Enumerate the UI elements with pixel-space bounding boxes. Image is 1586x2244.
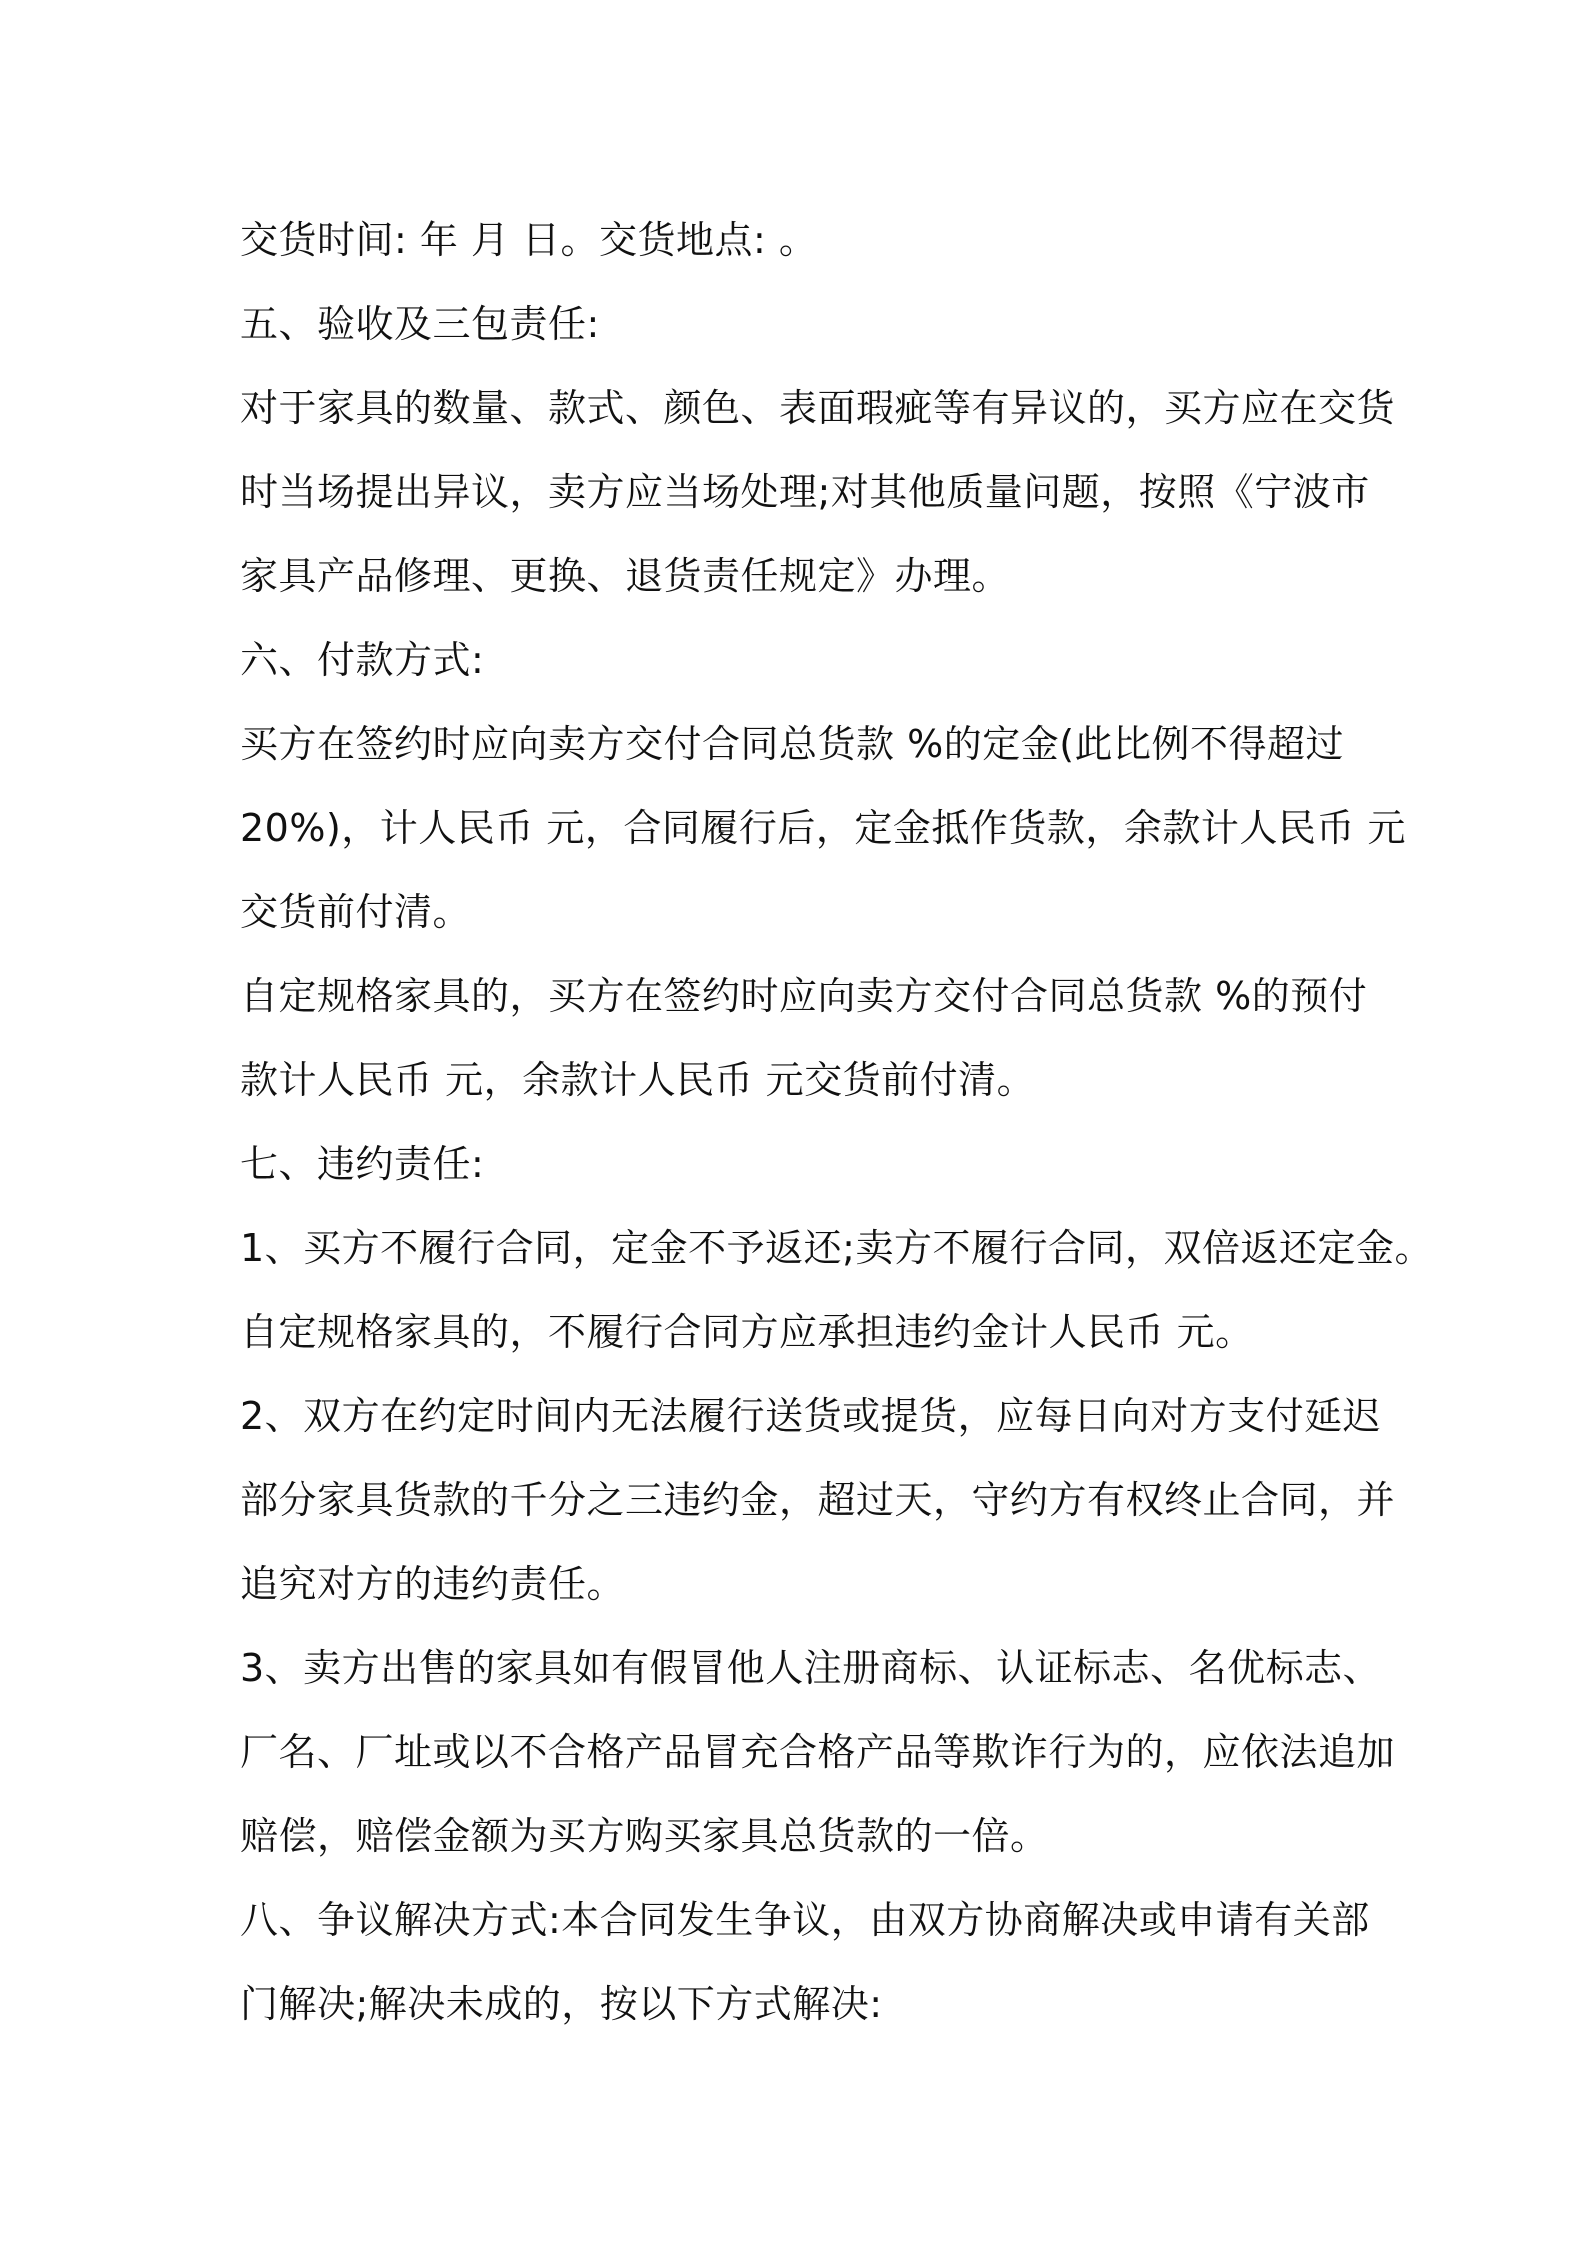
section-7-item-2-line-3: 追究对方的违约责任。	[240, 1562, 626, 1606]
section-5-text-line-1: 对于家具的数量、款式、颜色、表面瑕疵等有异议的，买方应在交货	[240, 386, 1396, 430]
section-5-heading: 五、验收及三包责任:	[240, 302, 600, 346]
delivery-time-line: 交货时间: 年 月 日。交货地点: 。	[240, 218, 818, 262]
section-7-item-1-line-2: 自定规格家具的，不履行合同方应承担违约金计人民币 元。	[240, 1310, 1254, 1354]
section-6-heading: 六、付款方式:	[240, 638, 485, 682]
section-6-text-line-2: 20%)，计人民币 元，合同履行后，定金抵作货款，余款计人民币 元	[240, 806, 1406, 850]
section-6-custom-line-1: 自定规格家具的，买方在签约时应向卖方交付合同总货款 %的预付	[240, 974, 1368, 1018]
section-8-line-1: 八、争议解决方式:本合同发生争议，由双方协商解决或申请有关部	[240, 1898, 1370, 1942]
section-5-text-line-2: 时当场提出异议，卖方应当场处理;对其他质量问题，按照《宁波市	[240, 470, 1370, 514]
section-7-item-2-line-2: 部分家具货款的千分之三违约金，超过天，守约方有权终止合同，并	[240, 1478, 1396, 1522]
section-7-item-3-line-1: 3、卖方出售的家具如有假冒他人注册商标、认证标志、名优标志、	[240, 1646, 1382, 1690]
section-7-heading: 七、违约责任:	[240, 1142, 485, 1186]
section-7-item-2-line-1: 2、双方在约定时间内无法履行送货或提货，应每日向对方支付延迟	[240, 1394, 1382, 1438]
section-6-text-line-3: 交货前付清。	[240, 890, 472, 934]
section-7-item-1-line-1: 1、买方不履行合同，定金不予返还;卖方不履行合同，双倍返还定金。	[240, 1226, 1433, 1270]
section-5-text-line-3: 家具产品修理、更换、退货责任规定》办理。	[240, 554, 1011, 598]
document-body	[240, 198, 1433, 2046]
section-7-item-3-line-3: 赔偿，赔偿金额为买方购买家具总货款的一倍。	[240, 1814, 1049, 1858]
section-6-text-line-1: 买方在签约时应向卖方交付合同总货款 %的定金(此比例不得超过	[240, 722, 1345, 766]
section-8-line-2: 门解决;解决未成的，按以下方式解决:	[240, 1982, 883, 2026]
section-7-item-3-line-2: 厂名、厂址或以不合格产品冒充合格产品等欺诈行为的，应依法追加	[240, 1730, 1396, 1774]
section-6-custom-line-2: 款计人民币 元，余款计人民币 元交货前付清。	[240, 1058, 1036, 1102]
